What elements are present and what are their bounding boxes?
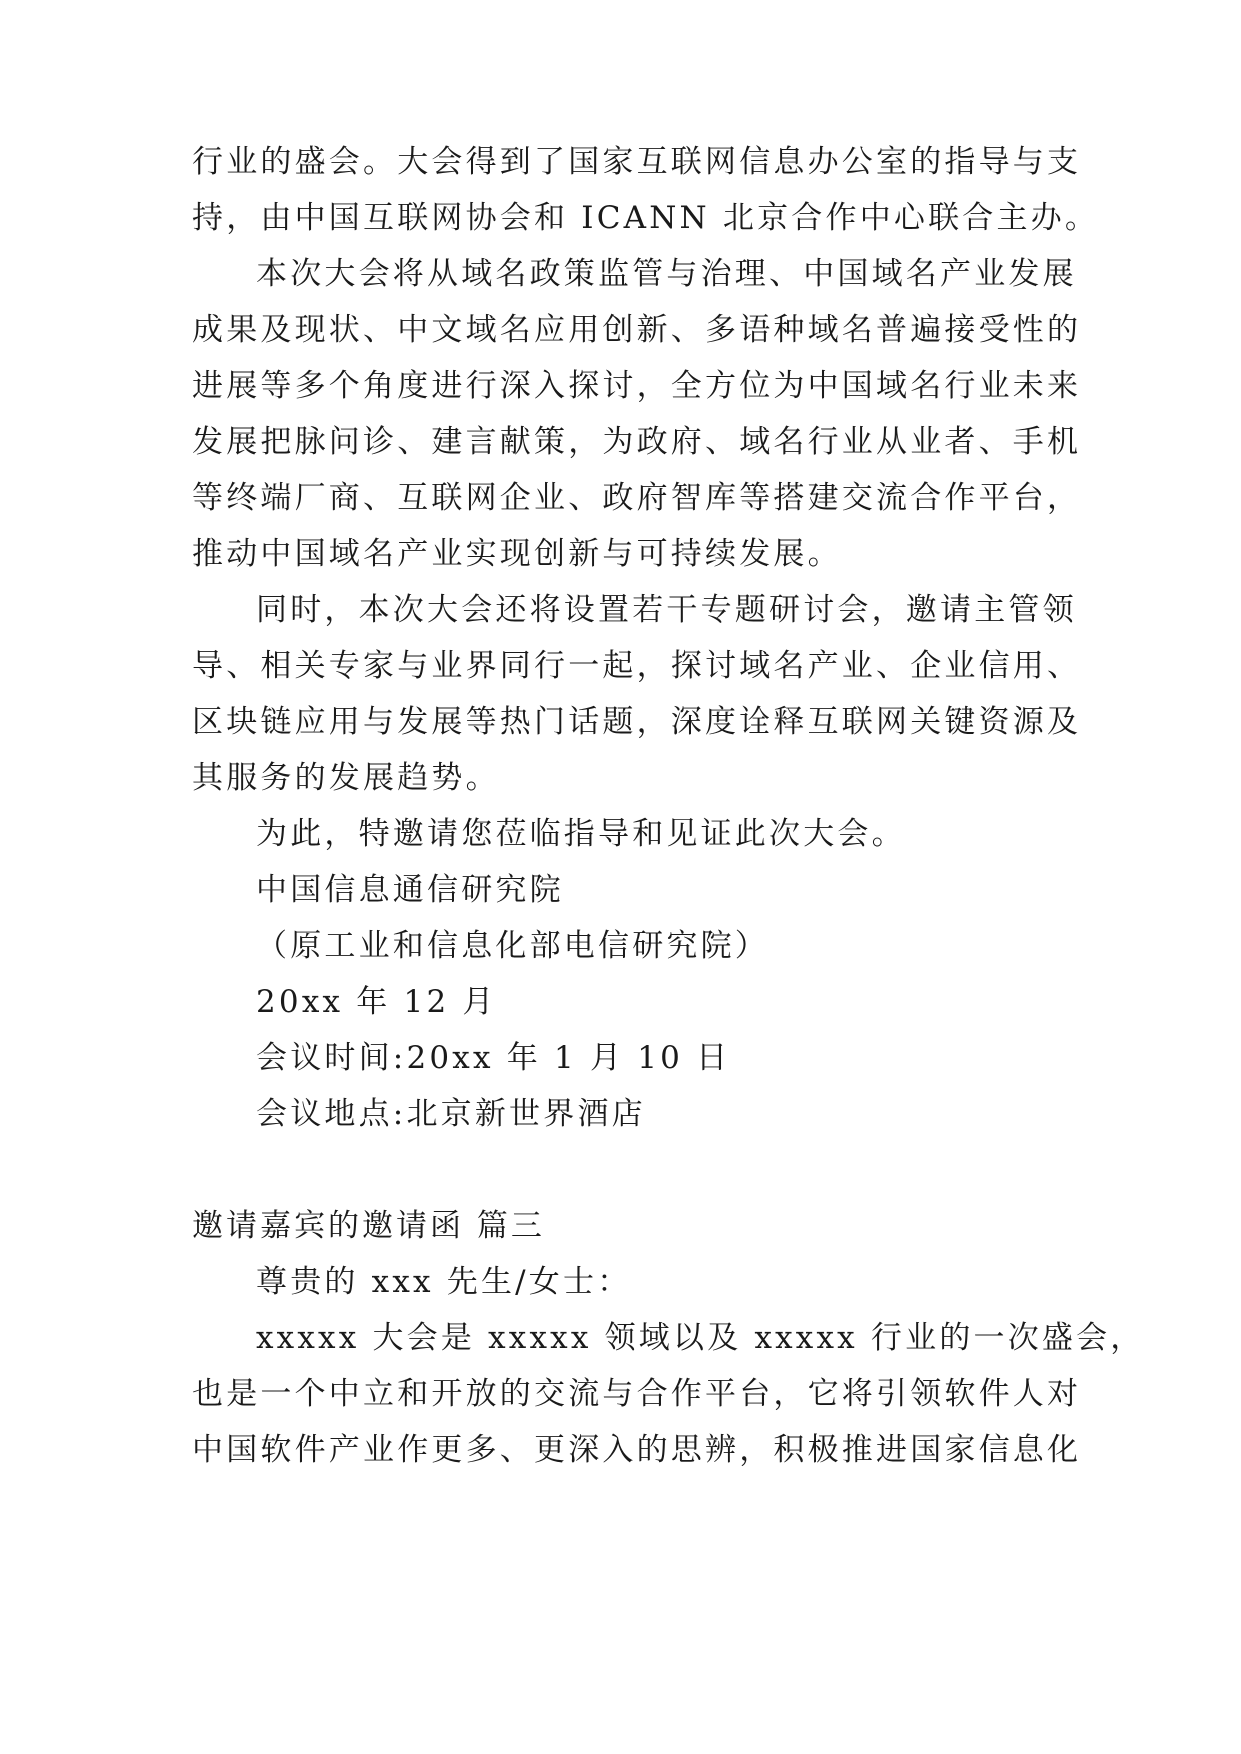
letter-date: 20xx 年 12 月 bbox=[256, 984, 497, 1020]
text-line: 区块链应用与发展等热门话题，深度诠释互联网关键资源及 bbox=[192, 704, 1082, 740]
text-line: xxxxx 大会是 xxxxx 领域以及 xxxxx 行业的一次盛会， bbox=[256, 1320, 1145, 1356]
text-line: 进展等多个角度进行深入探讨，全方位为中国域名行业未来 bbox=[192, 368, 1082, 404]
text-line: 中国软件产业作更多、更深入的思辨，积极推进国家信息化 bbox=[192, 1432, 1082, 1468]
text-line: 也是一个中立和开放的交流与合作平台，它将引领软件人对 bbox=[192, 1376, 1082, 1412]
meeting-time: 会议时间:20xx 年 1 月 10 日 bbox=[256, 1040, 731, 1076]
text-line: 同时，本次大会还将设置若干专题研讨会，邀请主管领 bbox=[256, 592, 1077, 628]
organization-name: 中国信息通信研究院 bbox=[256, 872, 564, 908]
text-line: 持，由中国互联网协会和 ICANN 北京合作中心联合主办。 bbox=[192, 200, 1100, 236]
text-line: 其服务的发展趋势。 bbox=[192, 760, 500, 796]
section-heading: 邀请嘉宾的邀请函 篇三 bbox=[192, 1208, 545, 1244]
organization-former-name: （原工业和信息化部电信研究院） bbox=[256, 928, 769, 964]
text-line: 行业的盛会。大会得到了国家互联网信息办公室的指导与支 bbox=[192, 144, 1082, 180]
text-line: 成果及现状、中文域名应用创新、多语种域名普遍接受性的 bbox=[192, 312, 1082, 348]
text-line: 等终端厂商、互联网企业、政府智库等搭建交流合作平台， bbox=[192, 480, 1082, 516]
text-line: 本次大会将从域名政策监管与治理、中国域名产业发展 bbox=[256, 256, 1077, 292]
meeting-location: 会议地点:北京新世界酒店 bbox=[256, 1096, 646, 1132]
salutation: 尊贵的 xxx 先生/女士： bbox=[256, 1264, 632, 1300]
text-line: 为此，特邀请您莅临指导和见证此次大会。 bbox=[256, 816, 906, 852]
text-line: 发展把脉问诊、建言献策，为政府、域名行业从业者、手机 bbox=[192, 424, 1082, 460]
text-line: 推动中国域名产业实现创新与可持续发展。 bbox=[192, 536, 842, 572]
text-line: 导、相关专家与业界同行一起，探讨域名产业、企业信用、 bbox=[192, 648, 1082, 684]
